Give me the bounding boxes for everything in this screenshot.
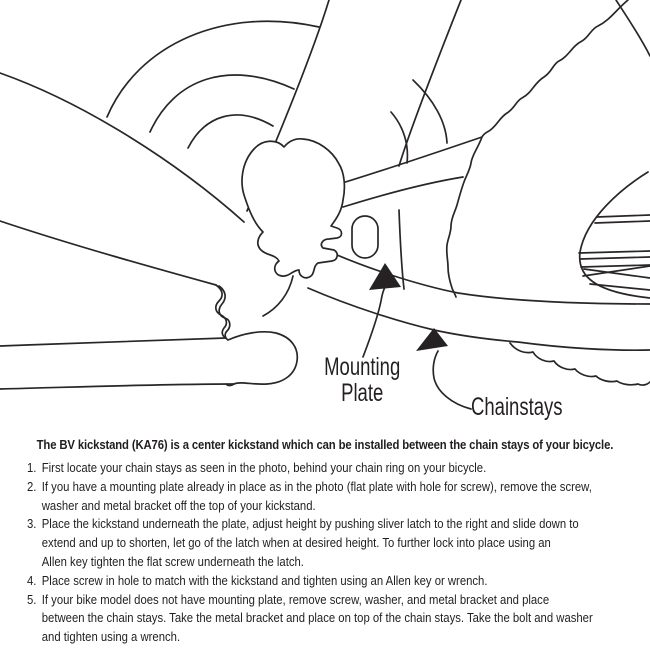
down-tube-bottom-edge bbox=[0, 221, 216, 285]
rear-wheel-rim bbox=[580, 172, 650, 298]
chain-ring-arc-middle bbox=[150, 75, 294, 132]
chain-ring-arc-right-inner bbox=[391, 112, 407, 163]
seat-stay-bottom-edge bbox=[343, 177, 463, 207]
instructions bbox=[0, 437, 650, 647]
item-number: 1. bbox=[26, 460, 37, 475]
item-line: washer and metal bracket off the top of your kickstand. bbox=[41, 497, 316, 513]
item-line: extend and up to shorten, let go of the latch when at desired height. To further lock into place using an bbox=[41, 535, 551, 551]
instruction-item-5 bbox=[0, 591, 650, 647]
rear-wheel-line-6 bbox=[590, 284, 650, 290]
item-line: Allen key tighten the flat screw underneath the latch. bbox=[41, 553, 304, 569]
rear-wheel-line-4 bbox=[580, 257, 650, 259]
headline: The BV kickstand (KA76) is a center kickstand which can be installed between the chain stays of your bicycle. bbox=[36, 437, 614, 452]
item-number: 4. bbox=[26, 572, 37, 588]
item-line: and tighten using a wrench. bbox=[41, 629, 181, 645]
instruction-item-2 bbox=[0, 478, 650, 516]
rear-wheel-line-3 bbox=[579, 251, 650, 253]
crank-joint-detail bbox=[263, 276, 293, 316]
mounting-plate-label-line1: Mounting bbox=[324, 353, 401, 381]
item-number: 3. bbox=[26, 516, 37, 532]
item-line: between the chain stays. Take the metal bracket and place on top of the chain stays. Take the bolt and washer bbox=[41, 610, 593, 626]
chainstays-label: Chainstays bbox=[471, 393, 563, 421]
item-line: If you have a mounting plate already in place as in the photo (flat plate with hole for screw), remove the screw, bbox=[41, 478, 592, 494]
mounting-plate-label bbox=[303, 355, 421, 406]
instruction-item-1 bbox=[0, 459, 650, 478]
mounting-plate-slot bbox=[352, 216, 378, 258]
item-line: If your bike model does not have mounting plate, remove screw, washer, and metal bracket and place bbox=[41, 591, 550, 607]
chain-stay-bottom-edge bbox=[308, 288, 650, 350]
down-tube-top-edge bbox=[0, 73, 244, 222]
chain-ring-arc-outer bbox=[107, 21, 319, 117]
tire-right-edge bbox=[616, 0, 650, 56]
kickstand-joint bbox=[219, 286, 297, 386]
crank-arm-joint bbox=[242, 139, 344, 278]
item-number: 2. bbox=[26, 478, 37, 494]
rear-wheel-line-1 bbox=[597, 215, 650, 217]
chainstays-arrow-leader bbox=[433, 351, 471, 409]
mounting-plate-label-line2: Plate bbox=[341, 378, 384, 407]
left-tube-bottom-edge bbox=[0, 384, 234, 389]
item-line: First locate your chain stays as seen in the photo, behind your chain ring on your bicycle. bbox=[41, 460, 487, 475]
tire-tread-scallops bbox=[510, 343, 650, 385]
instruction-item-4 bbox=[0, 572, 650, 591]
item-line: Place the kickstand underneath the plate, adjust height by pushing sliver latch to the right and slide down to bbox=[41, 516, 579, 532]
rear-wheel-line-2 bbox=[595, 221, 650, 223]
instruction-item-3 bbox=[0, 515, 650, 571]
mounting-plate-arrow-leader bbox=[363, 287, 385, 357]
item-number: 5. bbox=[26, 591, 37, 607]
seat-tube-right-edge bbox=[399, 0, 461, 166]
item-line: Place screw in hole to match with the kickstand and tighten using an Allen key or wrench. bbox=[41, 572, 488, 588]
left-tube-top-edge bbox=[0, 338, 226, 346]
